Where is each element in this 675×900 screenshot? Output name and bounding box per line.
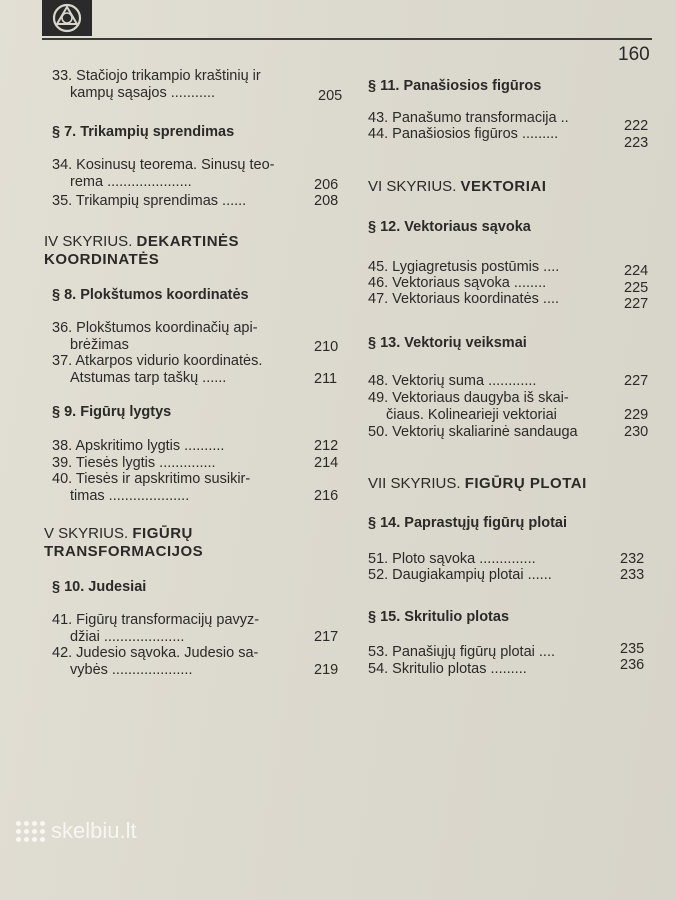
toc-page-number: 236 <box>620 657 645 673</box>
toc-entry-line: 48. Vektorių suma ............ <box>368 373 537 389</box>
toc-entry-line: 36. Plokštumos koordinačių api- <box>52 320 258 336</box>
toc-page-number: 217 <box>314 629 339 645</box>
toc-entry-48 <box>368 373 658 390</box>
publisher-logo-icon <box>42 0 92 36</box>
toc-page-number: 214 <box>314 455 339 471</box>
toc-entry-51 <box>368 551 658 568</box>
section-heading-14: § 14. Paprastųjų figūrų plotai <box>368 515 568 531</box>
toc-page-number: 229 <box>624 407 649 423</box>
toc-entry-line: 43. Panašumo transformacija .. <box>368 110 569 126</box>
toc-entry-line: 42. Judesio sąvoka. Judesio sa- <box>52 645 259 661</box>
chapter-title: TRANSFORMACIJOS <box>44 543 204 560</box>
toc-entry-33 <box>52 68 344 102</box>
toc-page-number: 210 <box>314 339 339 355</box>
toc-entry-38 <box>52 438 344 455</box>
toc-page-number: 216 <box>314 488 339 504</box>
toc-entry-line: 40. Tiesės ir apskritimo susikir- <box>52 471 251 487</box>
toc-page-number: 227 <box>624 296 649 312</box>
toc-entry-line: 50. Vektorių skaliarinė sandauga <box>368 424 578 440</box>
toc-entry-53 <box>368 641 658 661</box>
toc-entry-line: 38. Apskritimo lygtis .......... <box>52 438 225 454</box>
toc-entry-line: rema ..................... <box>70 174 192 190</box>
toc-page-number: 223 <box>624 135 649 151</box>
toc-entry-44 <box>368 126 658 151</box>
toc-entry-line: 39. Tiesės lygtis .............. <box>52 455 216 471</box>
section-heading-10: § 10. Judesiai <box>52 579 147 595</box>
toc-entry-line: 33. Stačiojo trikampio kraštinių ir <box>52 68 261 84</box>
toc-entry-line: 35. Trikampių sprendimas ...... <box>52 193 247 209</box>
watermark-text: skelbiu.lt <box>51 818 137 843</box>
toc-entry-41 <box>52 612 344 646</box>
chapter-prefix: VI SKYRIUS. <box>368 178 457 195</box>
section-heading-12: § 12. Vektoriaus sąvoka <box>368 219 531 235</box>
chapter-title: FIGŪRŲ <box>132 525 193 542</box>
toc-entry-34 <box>52 157 344 191</box>
section-heading-9: § 9. Figūrų lygtys <box>52 404 172 420</box>
toc-entry-line: 49. Vektoriaus daugyba iš skai- <box>368 390 569 406</box>
toc-entry-40 <box>52 471 344 505</box>
chapter-prefix: V SKYRIUS. <box>44 525 129 542</box>
chapter-title: KOORDINATĖS <box>44 251 160 268</box>
toc-entry-line: 51. Ploto sąvoka .............. <box>368 551 536 567</box>
chapter-heading-4 <box>44 233 239 269</box>
toc-page-number: 211 <box>314 371 338 387</box>
toc-entry-line: 44. Panašiosios figūros ......... <box>368 126 559 142</box>
watermark <box>16 818 137 844</box>
toc-entry-line: 46. Vektoriaus sąvoka ........ <box>368 275 547 291</box>
toc-page-number: 224 <box>624 263 649 279</box>
chapter-heading-7 <box>368 475 587 493</box>
toc-entry-line: timas .................... <box>70 488 190 504</box>
toc-page-number: 205 <box>318 88 343 104</box>
section-heading-8: § 8. Plokštumos koordinatės <box>52 287 249 303</box>
toc-entry-line: 34. Kosinusų teorema. Sinusų teo- <box>52 157 275 173</box>
section-heading-11: § 11. Panašiosios figūros <box>368 78 542 94</box>
section-heading-15: § 15. Skritulio plotas <box>368 609 510 625</box>
toc-entry-line: čiaus. Kolinearieji vektoriai <box>386 407 557 423</box>
toc-entry-line: 52. Daugiakampių plotai ...... <box>368 567 552 583</box>
triangle-circle-icon <box>49 2 85 34</box>
toc-entry-line: 45. Lygiagretusis postūmis .... <box>368 259 560 275</box>
toc-entry-39 <box>52 455 344 472</box>
toc-entry-42 <box>52 645 344 679</box>
chapter-title: VEKTORIAI <box>460 178 547 195</box>
toc-entry-line: 53. Panašiųjų figūrų plotai .... <box>368 644 556 660</box>
watermark-dots-icon <box>16 821 45 842</box>
chapter-prefix: VII SKYRIUS. <box>368 475 461 492</box>
toc-page-number: 225 <box>624 280 649 296</box>
chapter-title: DEKARTINĖS <box>136 233 240 250</box>
toc-entry-35 <box>52 193 344 210</box>
toc-page-number: 227 <box>624 373 649 389</box>
toc-entry-54 <box>368 657 658 678</box>
toc-page-number: 208 <box>314 193 339 209</box>
toc-entry-46 <box>368 275 658 296</box>
toc-page-number: 230 <box>624 424 649 440</box>
toc-entry-49 <box>368 390 658 424</box>
toc-page-number: 235 <box>620 641 645 657</box>
toc-page-number: 206 <box>314 177 339 193</box>
chapter-heading-6 <box>368 178 546 196</box>
toc-page-number: 233 <box>620 567 645 583</box>
section-heading-7: § 7. Trikampių sprendimas <box>52 124 235 140</box>
toc-entry-line: 37. Atkarpos vidurio koordinatės. <box>52 353 263 369</box>
toc-page-number: 222 <box>624 118 649 134</box>
page-number: 160 <box>618 44 650 65</box>
toc-entry-line: brėžimas <box>70 337 129 353</box>
section-heading-13: § 13. Vektorių veiksmai <box>368 335 527 351</box>
toc-entry-52 <box>368 567 658 584</box>
toc-entry-line: 54. Skritulio plotas ......... <box>368 661 527 677</box>
chapter-title: FIGŪRŲ PLOTAI <box>464 475 587 492</box>
toc-entry-line: kampų sąsajos ........... <box>70 85 216 101</box>
toc-entry-50 <box>368 424 658 441</box>
toc-page-number: 232 <box>620 551 645 567</box>
toc-entry-line: džiai .................... <box>70 629 185 645</box>
toc-entry-45 <box>368 259 658 279</box>
chapter-heading-5 <box>44 525 203 561</box>
toc-entry-47 <box>368 291 658 312</box>
toc-entry-line: vybės .................... <box>70 662 193 678</box>
toc-entry-37 <box>52 353 344 387</box>
toc-entry-line: 41. Figūrų transformacijų pavyz- <box>52 612 260 628</box>
header-rule <box>42 38 652 40</box>
toc-page-number: 219 <box>314 662 339 678</box>
toc-entry-line: 47. Vektoriaus koordinatės .... <box>368 291 560 307</box>
toc-entry-line: Atstumas tarp taškų ...... <box>70 370 227 386</box>
toc-page-number: 212 <box>314 438 339 454</box>
toc-entry-36 <box>52 320 344 354</box>
chapter-prefix: IV SKYRIUS. <box>44 233 133 250</box>
